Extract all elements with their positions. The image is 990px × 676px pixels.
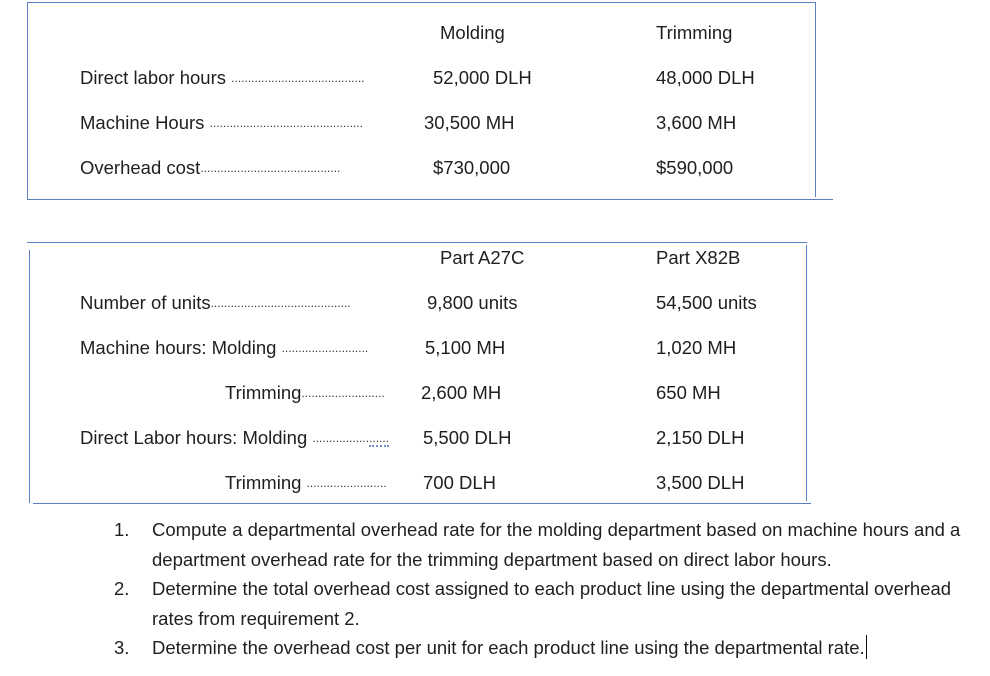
- table1-header-molding: Molding: [440, 22, 505, 43]
- table2-row-label: [80, 337, 368, 359]
- table2-x82b-value: 54,500 units: [656, 292, 757, 313]
- table2-a27c-value: 2,600 MH: [421, 382, 502, 403]
- requirement-text: Determine the total overhead cost assigned to each product line using the departmental overhead rates from requirement 2.: [152, 578, 952, 629]
- table2-x82b-value: 2,150 DLH: [656, 427, 745, 448]
- table2-row-label: [225, 382, 385, 404]
- row-label-text: Trimming: [225, 472, 302, 493]
- table2-row-label: [225, 472, 387, 494]
- table2-a27c-value: 5,100 MH: [425, 337, 506, 358]
- table2-right-border: [806, 245, 807, 501]
- table2-top-border: [27, 242, 807, 243]
- table2-header-x82b: Part X82B: [656, 247, 741, 268]
- table1-trimming-value: $590,000: [656, 157, 734, 178]
- leader-dots: ..........................................: [210, 296, 351, 310]
- table2-x82b-value: 1,020 MH: [656, 337, 737, 358]
- leader-dots: ........................................: [231, 71, 365, 85]
- table1-molding-value: 30,500 MH: [424, 112, 515, 133]
- requirement-item: [112, 633, 990, 663]
- requirement-number: 3.: [114, 637, 130, 658]
- table2-row-label: [80, 427, 389, 449]
- leader-dots: ........................: [306, 476, 387, 490]
- table2-a27c-value: 9,800 units: [427, 292, 518, 313]
- leader-dots: ..............................................: [209, 116, 363, 130]
- requirement-item: [112, 515, 990, 574]
- row-label-text: Machine hours: Molding: [80, 337, 277, 358]
- table1-molding-value: 52,000 DLH: [433, 67, 532, 88]
- requirements-list: [112, 515, 990, 663]
- table1-row-label: [80, 112, 363, 134]
- row-label-text: Number of units: [80, 292, 211, 313]
- table2-x82b-value: 3,500 DLH: [656, 472, 745, 493]
- leader-dots: .................: [312, 431, 370, 445]
- table1-bottom-border: [27, 199, 833, 200]
- requirement-text: Determine the overhead cost per unit for each product line using the departmental rate.: [152, 637, 865, 658]
- row-label-text: Overhead cost: [80, 157, 201, 178]
- table1-trimming-value: 3,600 MH: [656, 112, 737, 133]
- table2-x82b-value: 650 MH: [656, 382, 721, 403]
- table1-top-border: [27, 2, 816, 3]
- table2-a27c-value: 700 DLH: [423, 472, 497, 493]
- requirement-number: 2.: [114, 578, 130, 599]
- table2-header-a27c: Part A27C: [440, 247, 525, 268]
- table2-left-border: [29, 250, 30, 503]
- table2-bottom-border: [33, 503, 811, 504]
- row-label-text: Trimming: [225, 382, 302, 403]
- row-label-text: Machine Hours: [80, 112, 205, 133]
- table1-molding-value: $730,000: [433, 157, 511, 178]
- leader-dots-underlined: ......: [369, 431, 390, 445]
- row-label-text: Direct Labor hours: Molding: [80, 427, 308, 448]
- leader-dots: ..........................................: [200, 161, 341, 175]
- leader-dots: ..........................: [281, 341, 369, 355]
- text-cursor: [866, 635, 867, 659]
- table1-row-label: [80, 157, 340, 179]
- table1-trimming-value: 48,000 DLH: [656, 67, 755, 88]
- row-label-text: Direct labor hours: [80, 67, 227, 88]
- table2-a27c-value: 5,500 DLH: [423, 427, 512, 448]
- leader-dots: .........................: [301, 386, 385, 400]
- table1-row-label: [80, 67, 365, 89]
- table1-right-border: [815, 2, 816, 197]
- requirement-number: 1.: [114, 519, 130, 540]
- requirement-text: Compute a departmental overhead rate for the molding department based on machine hours and a department overhead rate for the trimming department based on direct labor hours.: [152, 519, 961, 570]
- requirement-item: [112, 574, 990, 633]
- table2-row-label: [80, 292, 351, 314]
- table1-header-trimming: Trimming: [656, 22, 733, 43]
- table1-left-border: [27, 2, 28, 199]
